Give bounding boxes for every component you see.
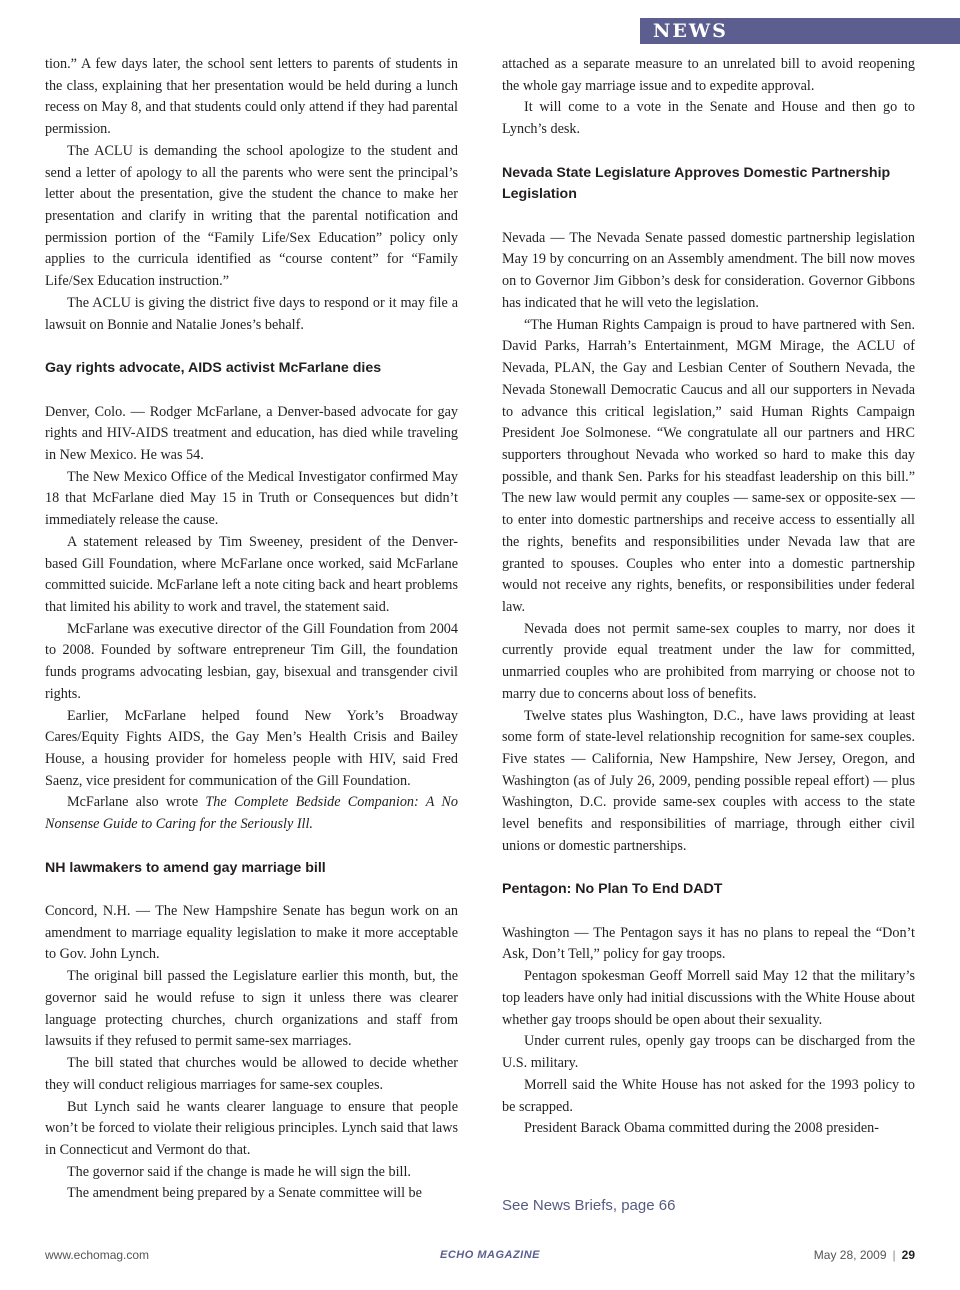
paragraph: Earlier, McFarlane helped found New York’s Broadway Cares/Equity Fights AIDS, the Gay Men’s Health Crisis and Bailey House, a housing provider for homeless people with HIV, said Fred Saenz, vice president for communication of the Gill Foundation. [45, 707, 458, 789]
paragraph: President Barack Obama committed during the 2008 presiden- [524, 1120, 879, 1137]
footer-magazine-name: ECHO MAGAZINE [440, 1249, 540, 1261]
right-column [502, 54, 915, 1140]
paragraph: Denver, Colo. — Rodger McFarlane, a Denver-based advocate for gay rights and HIV-AIDS treatment and education, has died while traveling in New Mexico. He was 54. [45, 403, 458, 463]
paragraph: The ACLU is demanding the school apologize to the student and send a letter of apology to all the parents who were sent the principal’s letter about the presentation, give the student the chance to make her presentation and clarify in writing that the parental notification and permission portion of the “Family Life/Sex Education” policy only applies to the curricula identified as “course content” for “Family Life/Sex Education instruction.” [45, 142, 458, 290]
paragraph: Washington — The Pentagon says it has no plans to repeal the “Don’t Ask, Don’t Tell,” policy for gay troops. [502, 924, 915, 963]
article-headline-nevada: Nevada State Legislature Approves Domestic Partnership Legislation [502, 164, 891, 203]
paragraph: The amendment being prepared by a Senate committee will be [67, 1185, 422, 1202]
paragraph-text: McFarlane also wrote [67, 794, 206, 811]
article-headline-nh: NH lawmakers to amend gay marriage bill [45, 859, 326, 876]
paragraph: But Lynch said he wants clearer language to ensure that people won’t be forced to violate their religious principles. Lynch said that laws in Connecticut and Vermont do that. [45, 1098, 458, 1158]
paragraph: Nevada — The Nevada Senate passed domestic partnership legislation May 19 by concurring on an Assembly amendment. The bill now moves on to Governor Jim Gibbon’s desk for consideration. Governor Gibbons has indicated that he will veto the legislation. [502, 229, 915, 311]
paragraph: A statement released by Tim Sweeney, president of the Denver-based Gill Foundation, where McFarlane once worked, said McFarlane committed suicide. McFarlane left a note citing back and heart problems that limited his ability to work and travel, the statement said. [45, 533, 458, 615]
paragraph: It will come to a vote in the Senate and House and then go to Lynch’s desk. [502, 99, 915, 138]
left-column [45, 54, 458, 1205]
paragraph: Nevada does not permit same-sex couples to marry, nor does it currently provide equal treatment under the law for committed, unmarried couples who are prohibited from marrying or choose not to marry due to concerns about loss of benefits. [502, 620, 915, 702]
footer-date: May 28, 2009 [813, 1248, 887, 1262]
paragraph [45, 792, 458, 835]
book-title: The Complete Bedside Companion: A No Nonsense Guide to Caring for the Seriously Ill. [45, 794, 458, 833]
paragraph: The New Mexico Office of the Medical Investigator confirmed May 18 that McFarlane died May 15 in Truth or Consequences but didn’t immediately release the cause. [45, 468, 458, 529]
paragraph: attached as a separate measure to an unrelated bill to avoid reopening the whole gay marriage issue and to expedite approval. [502, 56, 915, 94]
section-header-news: NEWS [640, 18, 960, 44]
article-headline-pentagon: Pentagon: No Plan To End DADT [502, 881, 723, 898]
footer-separator: | [892, 1248, 896, 1262]
paragraph: Morrell said the White House has not asked for the 1993 policy to be scrapped. [502, 1076, 915, 1115]
continued-on-link: See News Briefs, page 66 [502, 1197, 676, 1214]
article-headline-mcfarlane: Gay rights advocate, AIDS activist McFarlane dies [45, 360, 382, 377]
paragraph: Under current rules, openly gay troops can be discharged from the U.S. military. [502, 1033, 915, 1072]
footer-date-page [814, 1248, 915, 1262]
paragraph: Twelve states plus Washington, D.C., have laws providing at least some form of state-level relationship recognition for same-sex couples. Five states — California, New Hampshire, New Jersey, Oregon, and Washington (as of July 26, 2009, pending possible repeal effort) — plus Washington, D.C. provide same-sex couples with access to the state level benefits and responsibilities of marriage, through either civil unions or domestic partnerships. [502, 707, 915, 854]
footer-url: www.echomag.com [45, 1248, 150, 1262]
paragraph: The bill stated that churches would be allowed to decide whether they will conduct religious marriages for same-sex couples. [45, 1055, 458, 1093]
paragraph: “The Human Rights Campaign is proud to have partnered with Sen. David Parks, Harrah’s Entertainment, MGM Mirage, the ACLU of Nevada, PLAN, the Gay and Lesbian Center of Southern Nevada, the Nevada Stonewall Democratic Caucus and all our supporters in Nevada to advance this critical legislation,” said Human Rights Campaign President Joe Solmonese. “We congratulate all our partners and HRC supporters throughout Nevada who worked so hard to make this day possible, and thank Sen. Parks for his steadfast leadership on this bill.” The new law would permit any couples — same-sex or opposite-sex — to enter into domestic partnerships and receive access to essentially all the rights, benefits and responsibilities under Nevada law that are granted to spouses. Couples who enter into a domestic partnership would not receive any rights, benefits, or responsibilities under federal law. [502, 316, 915, 615]
paragraph: Pentagon spokesman Geoff Morrell said May 12 that the military’s top leaders have only had initial discussions with the White House about whether gay troops should be open about their sexuality. [502, 968, 915, 1028]
paragraph: McFarlane was executive director of the Gill Foundation from 2004 to 2008. Founded by software entrepreneur Tim Gill, the foundation funds programs advocating lesbian, gay, bisexual and transgender civil rights. [45, 620, 458, 702]
paragraph: The governor said if the change is made he will sign the bill. [67, 1163, 411, 1180]
paragraph: The original bill passed the Legislature earlier this month, but, the governor said he would refuse to sign it unless there was clearer language protecting churches, church organizations and staff from lawsuits if they refused to permit same-sex marriages. [45, 968, 458, 1050]
paragraph: Concord, N.H. — The New Hampshire Senate has begun work on an amendment to marriage equality legislation to make it more acceptable to Gov. John Lynch. [45, 903, 458, 963]
paragraph: tion.” A few days later, the school sent letters to parents of students in the class, explaining that her presentation would be held during a lunch recess on May 8, and that students could only attend if they had parental permission. [45, 56, 458, 138]
paragraph: The ACLU is giving the district five days to respond or it may file a lawsuit on Bonnie and Natalie Jones’s behalf. [45, 294, 458, 333]
page-number: 29 [901, 1248, 915, 1262]
